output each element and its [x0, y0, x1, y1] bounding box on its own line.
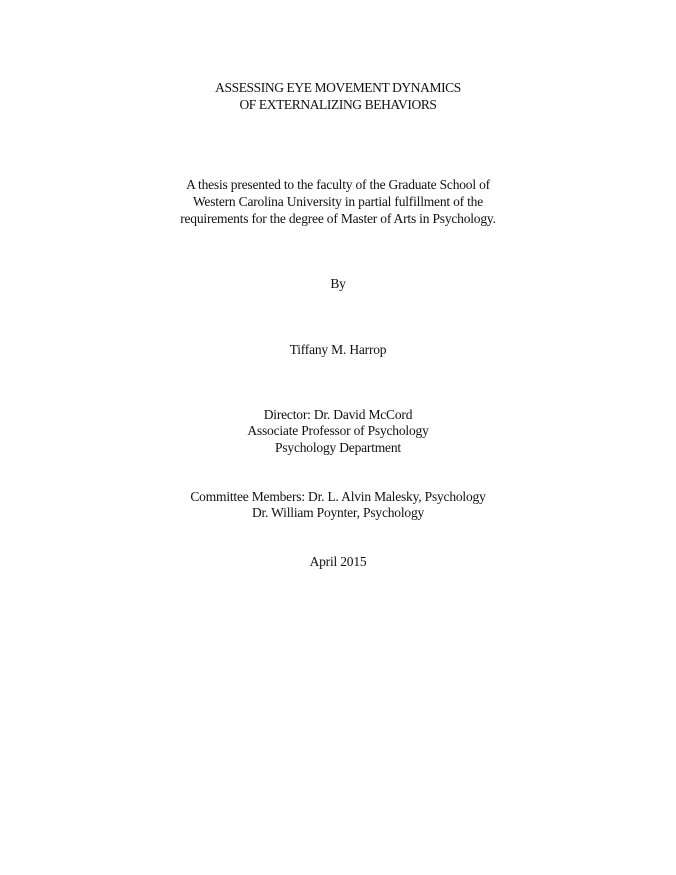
author-name: Tiffany M. Harrop: [289, 342, 387, 357]
by-label: By: [330, 276, 346, 291]
committee-line-2: Dr. William Poynter, Psychology: [251, 505, 425, 520]
statement-line-2: Western Carolina University in partial fulfillment of the: [192, 194, 484, 209]
statement-line-3: requirements for the degree of Master of Arts in Psychology.: [180, 211, 496, 226]
thesis-title-line-2: OF EXTERNALIZING BEHAVIORS: [239, 97, 437, 112]
committee-line-1: Committee Members: Dr. L. Alvin Malesky, Psychology: [190, 489, 486, 504]
director-line-3: Psychology Department: [275, 440, 401, 455]
thesis-title-line-1: ASSESSING EYE MOVEMENT DYNAMICS: [215, 80, 461, 95]
director-line-1: Director: Dr. David McCord: [263, 407, 413, 422]
director-line-2: Associate Professor of Psychology: [247, 423, 429, 438]
statement-line-1: A thesis presented to the faculty of the Graduate School of: [186, 177, 490, 192]
submission-date: April 2015: [309, 554, 367, 569]
